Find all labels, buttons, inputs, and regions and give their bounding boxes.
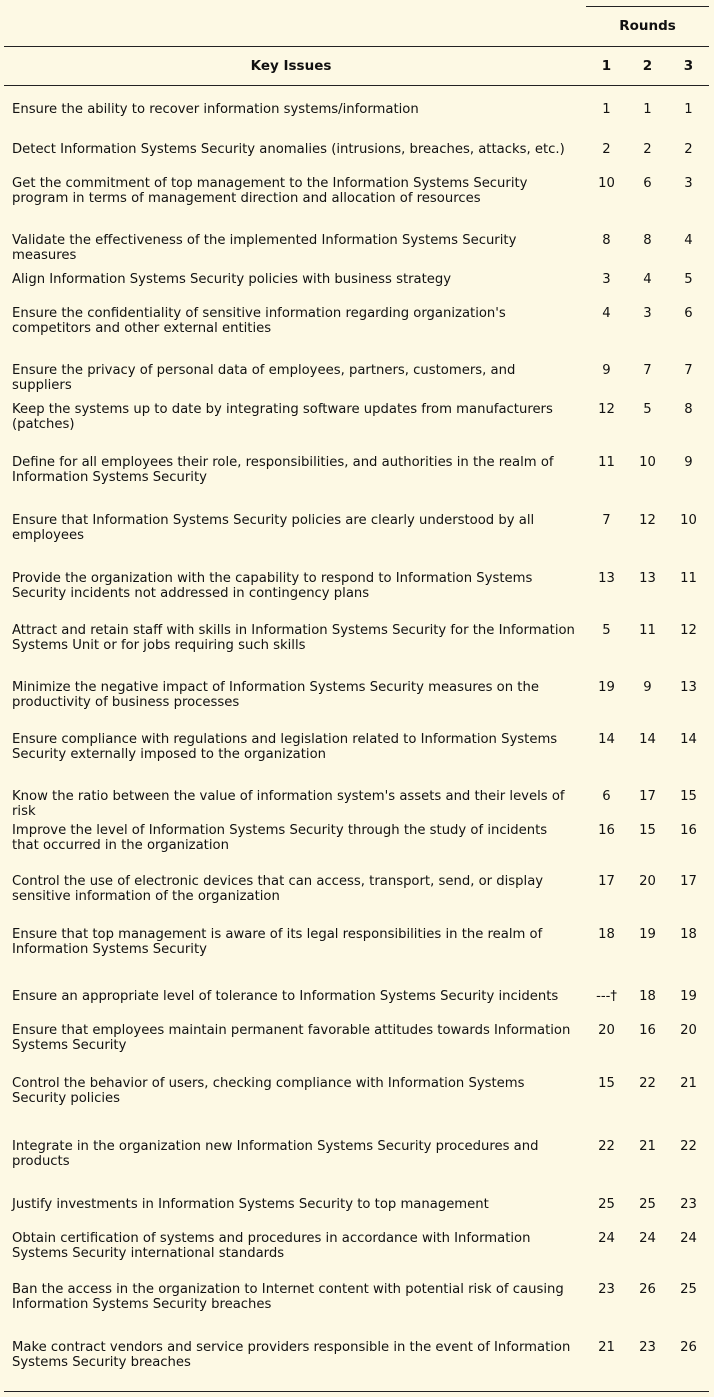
round-1-rank: ---† (596, 989, 617, 1004)
key-issue-text: Validate the effectiveness of the implemented Information Systems Security measures (12, 233, 517, 263)
table-row (4, 816, 709, 867)
round-2-rank: 20 (639, 874, 656, 889)
round-3-rank: 2 (684, 142, 693, 157)
rounds-rule (586, 6, 709, 7)
round-2-rank: 9 (643, 680, 652, 695)
round-3-rank: 16 (680, 823, 697, 838)
round-3-rank: 5 (684, 272, 693, 287)
table-row (4, 1069, 709, 1127)
round-3-rank: 6 (684, 306, 693, 321)
table-row (4, 351, 709, 393)
round-1-rank: 21 (598, 1340, 615, 1355)
key-issue-text: Ensure the confidentiality of sensitive information regarding organization's competitors and other external entities (12, 306, 506, 336)
table-row (4, 564, 709, 616)
table-row (4, 390, 709, 448)
table-row (4, 977, 709, 1016)
key-issue-text: Obtain certification of systems and procedures in accordance with Information Systems Security international standards (12, 1231, 531, 1261)
table-row (4, 506, 709, 564)
round-2-rank: 4 (643, 272, 652, 287)
key-issues-header: Key Issues (250, 58, 332, 74)
round-2-header: 2 (642, 58, 653, 74)
table-row (4, 725, 709, 777)
key-issue-text: Get the commitment of top management to the Information Systems Security program in terms of management direction and allocation of resources (12, 176, 528, 206)
key-issue-text: Know the ratio between the value of information system's assets and their levels of risk (12, 789, 565, 819)
round-3-rank: 17 (680, 874, 697, 889)
round-1-rank: 11 (598, 455, 615, 470)
round-2-rank: 15 (639, 823, 656, 838)
round-1-rank: 7 (602, 513, 611, 528)
table-row (4, 169, 709, 221)
round-2-rank: 21 (639, 1139, 656, 1154)
key-issue-text: Align Information Systems Security policies with business strategy (12, 272, 452, 287)
table-body (4, 86, 709, 1391)
round-3-rank: 22 (680, 1139, 697, 1154)
key-issue-text: Ensure that Information Systems Security policies are clearly understood by all employees (12, 513, 535, 543)
round-3-rank: 9 (684, 455, 693, 470)
round-3-rank: 21 (680, 1076, 697, 1091)
key-issue-text: Provide the organization with the capability to respond to Information Systems Security incidents not addressed in contingency plans (12, 571, 533, 601)
round-2-rank: 11 (639, 623, 656, 638)
round-1-rank: 2 (602, 142, 611, 157)
round-1-rank: 1 (602, 102, 611, 117)
round-2-rank: 18 (639, 989, 656, 1004)
round-1-rank: 23 (598, 1282, 615, 1297)
round-3-rank: 19 (680, 989, 697, 1004)
table-row (4, 130, 709, 169)
round-1-header: 1 (601, 58, 612, 74)
round-1-rank: 24 (598, 1231, 615, 1246)
key-issue-text: Keep the systems up to date by integrating software updates from manufacturers (patches) (12, 402, 553, 432)
key-issue-text: Control the use of electronic devices that can access, transport, send, or display sensitive information of the organization (12, 874, 544, 904)
key-issue-text: Define for all employees their role, responsibilities, and authorities in the realm of Information Systems Security (12, 455, 554, 485)
round-3-rank: 3 (684, 176, 693, 191)
column-header-row (4, 47, 709, 85)
round-1-rank: 19 (598, 680, 615, 695)
round-1-rank: 8 (602, 233, 611, 248)
round-3-rank: 1 (684, 102, 693, 117)
round-1-rank: 15 (598, 1076, 615, 1091)
round-1-rank: 14 (598, 732, 615, 747)
round-2-rank: 5 (643, 402, 652, 417)
round-2-rank: 12 (639, 513, 656, 528)
key-issue-text: Ensure compliance with regulations and legislation related to Information Systems Security externally imposed to the organization (12, 732, 558, 762)
key-issue-text: Improve the level of Information Systems Security through the study of incidents that occurred in the organization (12, 823, 548, 853)
round-3-rank: 18 (680, 927, 697, 942)
round-1-rank: 12 (598, 402, 615, 417)
key-issue-text: Ensure that top management is aware of its legal responsibilities in the realm of Information Systems Security (12, 927, 543, 957)
table-row (4, 777, 709, 819)
round-3-rank: 8 (684, 402, 693, 417)
table-row (4, 1333, 709, 1391)
table-row (4, 448, 709, 506)
round-2-rank: 13 (639, 571, 656, 586)
key-issue-text: Ensure the ability to recover information systems/information (12, 102, 419, 117)
rounds-header-row (4, 6, 709, 46)
round-1-rank: 18 (598, 927, 615, 942)
round-1-rank: 22 (598, 1139, 615, 1154)
key-issue-text: Control the behavior of users, checking compliance with Information Systems Security policies (12, 1076, 525, 1106)
key-issues-table (4, 6, 709, 1392)
round-3-header: 3 (683, 58, 694, 74)
round-2-rank: 19 (639, 927, 656, 942)
table-row (4, 221, 709, 263)
round-3-rank: 10 (680, 513, 697, 528)
table-row (4, 90, 709, 130)
round-2-rank: 8 (643, 233, 652, 248)
round-1-rank: 3 (602, 272, 611, 287)
key-issue-text: Ban the access in the organization to Internet content with potential risk of causing Information Systems Security breaches (12, 1282, 564, 1312)
round-2-rank: 16 (639, 1023, 656, 1038)
table-row (4, 1127, 709, 1185)
round-3-rank: 24 (680, 1231, 697, 1246)
table-row (4, 1185, 709, 1224)
key-issue-text: Ensure an appropriate level of tolerance to Information Systems Security incidents (12, 989, 559, 1004)
table-row (4, 673, 709, 725)
key-issue-text: Detect Information Systems Security anomalies (intrusions, breaches, attacks, etc.) (12, 142, 565, 157)
round-2-rank: 7 (643, 363, 652, 378)
round-3-rank: 20 (680, 1023, 697, 1038)
round-1-rank: 9 (602, 363, 611, 378)
round-1-rank: 6 (602, 789, 611, 804)
table-row (4, 616, 709, 673)
table-row (4, 1224, 709, 1275)
round-3-rank: 26 (680, 1340, 697, 1355)
round-1-rank: 13 (598, 571, 615, 586)
round-3-rank: 12 (680, 623, 697, 638)
round-2-rank: 3 (643, 306, 652, 321)
round-2-rank: 24 (639, 1231, 656, 1246)
round-1-rank: 10 (598, 176, 615, 191)
round-3-rank: 11 (680, 571, 697, 586)
table-row (4, 1016, 709, 1069)
round-2-rank: 14 (639, 732, 656, 747)
table-row (4, 920, 709, 977)
key-issue-text: Attract and retain staff with skills in Information Systems Security for the Information Systems Unit or for jobs requiring such skills (12, 623, 575, 653)
round-1-rank: 16 (598, 823, 615, 838)
key-issue-text: Minimize the negative impact of Information Systems Security measures on the productivity of business processes (12, 680, 539, 710)
round-3-rank: 25 (680, 1282, 697, 1297)
round-2-rank: 26 (639, 1282, 656, 1297)
table-row (4, 260, 709, 299)
round-2-rank: 2 (643, 142, 652, 157)
round-1-rank: 5 (602, 623, 611, 638)
key-issue-text: Justify investments in Information Systems Security to top management (12, 1197, 489, 1212)
round-3-rank: 15 (680, 789, 697, 804)
table-row (4, 299, 709, 351)
round-2-rank: 17 (639, 789, 656, 804)
round-2-rank: 23 (639, 1340, 656, 1355)
round-3-rank: 14 (680, 732, 697, 747)
round-3-rank: 23 (680, 1197, 697, 1212)
round-2-rank: 6 (643, 176, 652, 191)
round-2-rank: 22 (639, 1076, 656, 1091)
table-row (4, 867, 709, 920)
round-2-rank: 10 (639, 455, 656, 470)
round-3-rank: 4 (684, 233, 693, 248)
key-issue-text: Integrate in the organization new Information Systems Security procedures and products (12, 1139, 539, 1169)
table-row (4, 1275, 709, 1333)
table-bottom-rule (4, 1391, 709, 1392)
round-1-rank: 17 (598, 874, 615, 889)
key-issue-text: Ensure the privacy of personal data of employees, partners, customers, and suppliers (12, 363, 516, 393)
round-1-rank: 20 (598, 1023, 615, 1038)
round-3-rank: 7 (684, 363, 693, 378)
key-issue-text: Ensure that employees maintain permanent favorable attitudes towards Information Systems Security (12, 1023, 571, 1053)
key-issue-text: Make contract vendors and service providers responsible in the event of Information Systems Security breaches (12, 1340, 571, 1370)
round-2-rank: 1 (643, 102, 652, 117)
rounds-label: Rounds (619, 18, 676, 34)
round-1-rank: 4 (602, 306, 611, 321)
round-1-rank: 25 (598, 1197, 615, 1212)
round-3-rank: 13 (680, 680, 697, 695)
round-2-rank: 25 (639, 1197, 656, 1212)
